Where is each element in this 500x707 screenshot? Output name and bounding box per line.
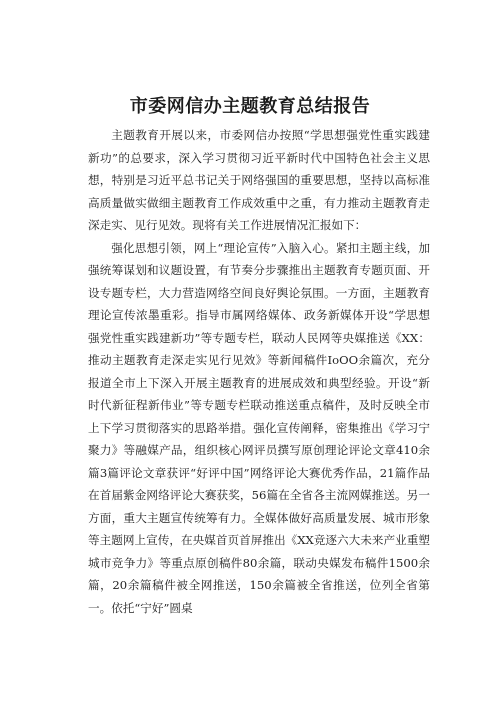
document-title: 市委网信办主题教育总结报告 (129, 96, 371, 117)
document-body (88, 124, 430, 619)
paragraph-intro: 主题教育开展以来，市委网信办按照“学思想强党性重实践建新功”的总要求，深入学习贯彻习近平新时代中国特色社会主义思想，特别是习近平总书记关于网络强国的重要思想，坚持以高标准高质量做实做细主题教育工作成效重中之重，有力推动主题教育走深走实、见行见效。现将有关工作进展情况汇报如下： (88, 128, 430, 232)
paragraph-ideological-guidance: 强化思想引领，网上“理论宣传”入脑入心。紧扣主题主线，加强统筹谋划和议题设置，有节奏分步骤推出主题教育专题页面、开设专题专栏，大力营造网络空间良好舆论氛围。一方面，主题教育理论宣传浓墨重彩。指导市属网络媒体、政务新媒体开设“学思想强党性重实践建新功”等专题专栏，联动人民网等央媒推送《XX：推动主题教育走深走实见行见效》等新闻稿件IoOO余篇次，充分报道全市上下深入开展主题教育的进展成效和典型经验。开设“新时代新征程新伟业”等专题专栏联动推送重点稿件，及时反映全市上下学习贯彻落实的思路举措。强化宣传阐释，密集推出《学习宁聚力》等融媒产品，组织核心网评员撰写原创理论评论文章410余篇3篇评论文章获评“好评中国”网络评论大赛优秀作品，21篇作品在首届紫金网络评论大赛获奖，56篇在全省各主流网媒推送。另一方面，重大主题宣传统筹有力。全媒体做好高质量发展、城市形象等主题网上宣传，在央媒首页首屏推出《XX竞逐六大未来产业重塑城市竞争力》等重点原创稿件80余篇，联动央媒发布稿件1500余篇，20余篇稿件被全网推送，150余篇被全省推送，位列全省第一。依托“宁好”圆桌 (88, 240, 430, 615)
